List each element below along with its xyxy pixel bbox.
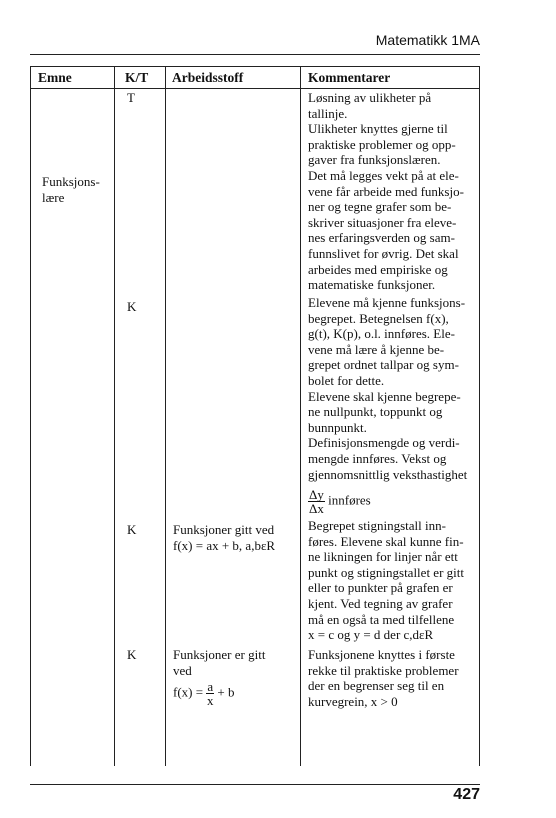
- text-line: Elevene må kjenne funksjons-: [308, 295, 466, 310]
- text-line: skriver situasjoner fra eleve-: [308, 214, 457, 230]
- column-header-arbeidsstoff: Arbeidsstoff: [172, 70, 244, 85]
- text-line: gaver fra funksjonslæren.: [308, 152, 441, 168]
- text-line: må en også ta med tilfellene: [308, 611, 455, 627]
- page-number: 427: [453, 786, 480, 803]
- text-line: Begrepet stigningstall inn-: [308, 518, 446, 533]
- text-line: nes erfaringsverden og sam-: [308, 230, 455, 246]
- formula-suffix: innføres: [328, 492, 371, 508]
- kommentar-cell: [308, 518, 478, 643]
- arbeidsstoff-cell: [173, 522, 298, 553]
- arbeidsstoff-line: Funksjoner gitt ved: [173, 522, 275, 537]
- text-line: ne likningen for linjer når ett: [308, 549, 458, 565]
- arbeidsstoff-formula: [173, 680, 298, 707]
- text-line: gjennomsnittlig veksthastighet: [308, 466, 468, 482]
- column-divider: [165, 66, 166, 766]
- kommentar-paragraph: [308, 168, 478, 293]
- running-head: Matematikk 1MA: [375, 32, 480, 48]
- formula-fraction: [206, 680, 214, 707]
- kommentar-paragraph: [308, 295, 478, 389]
- kommentar-paragraph: [308, 647, 478, 709]
- text-line: rekke til praktiske problemer: [308, 662, 459, 678]
- column-divider: [114, 66, 115, 766]
- column-header-kt: K/T: [125, 70, 149, 85]
- header-bottom-rule: [30, 88, 480, 89]
- kommentar-paragraph: [308, 518, 478, 643]
- growth-rate-formula: [308, 488, 478, 515]
- footer-rule: [30, 784, 480, 785]
- text-line: bolet for dette.: [308, 372, 385, 388]
- text-line: punkt og stigningstallet er gitt: [308, 564, 464, 580]
- text-line: bunnpunkt.: [308, 419, 367, 435]
- kommentar-paragraph: [308, 435, 478, 482]
- text-line: Funksjonene knyttes i første: [308, 647, 455, 662]
- text-line: kurvegrein, x > 0: [308, 693, 398, 709]
- column-header-emne: Emne: [38, 70, 72, 85]
- topic-line: Funksjons-: [42, 174, 100, 189]
- kommentar-cell: [308, 295, 478, 515]
- text-line: Ulikheter knyttes gjerne til: [308, 121, 448, 137]
- text-line: matematiske funksjoner.: [308, 277, 436, 293]
- column-divider: [300, 66, 301, 766]
- text-line: vene får arbeide med funksjo-: [308, 183, 464, 199]
- text-line: arbeides med empiriske og: [308, 261, 448, 277]
- fraction-numerator: Δy: [309, 487, 324, 503]
- kommentar-paragraph: [308, 389, 478, 436]
- topic-line: lære: [42, 189, 65, 205]
- kt-cell: T: [127, 90, 135, 105]
- fraction-numerator: a: [207, 679, 214, 695]
- fraction-denominator: x: [206, 693, 214, 709]
- formula-prefix: f(x) =: [173, 684, 204, 700]
- text-line: g(t), K(p), o.l. innføres. Ele-: [308, 326, 455, 342]
- kommentar-cell: [308, 647, 478, 709]
- text-line: eller to punkter på grafen er: [308, 580, 453, 596]
- header-rule: [30, 54, 480, 55]
- table-border-right: [479, 66, 480, 766]
- text-line: praktiske problemer og opp-: [308, 136, 456, 152]
- kommentar-paragraph: [308, 121, 478, 168]
- topic-cell: [42, 174, 100, 205]
- formula-suffix: + b: [217, 684, 235, 700]
- arbeidsstoff-cell: [173, 647, 298, 707]
- text-line: Løsning av ulikheter på: [308, 90, 432, 105]
- text-line: ne nullpunkt, toppunkt og: [308, 404, 443, 420]
- text-line: x = c og y = d der c,dεR: [308, 627, 434, 643]
- curriculum-table: [30, 66, 480, 766]
- kommentar-cell: [308, 90, 478, 293]
- kt-cell: K: [127, 299, 137, 314]
- text-line: ner og tegne grafer som be-: [308, 199, 452, 215]
- kt-cell: K: [127, 522, 137, 537]
- text-line: funnslivet for øvrig. Det skal: [308, 245, 459, 261]
- fraction-denominator: Δx: [309, 501, 324, 517]
- text-line: Elevene skal kjenne begrepe-: [308, 388, 461, 404]
- table-top-rule: [30, 66, 480, 67]
- text-line: føres. Elevene skal kunne fin-: [308, 533, 464, 549]
- text-line: der en begrenser seg til en: [308, 678, 445, 694]
- text-line: grepet ordnet tallpar og sym-: [308, 357, 459, 373]
- arbeidsstoff-line: ved: [173, 662, 192, 678]
- text-line: mengde innføres. Vekst og: [308, 450, 447, 466]
- text-line: Det må legges vekt på at ele-: [308, 167, 459, 183]
- column-header-kommentarer: Kommentarer: [308, 70, 391, 85]
- text-line: kjent. Ved tegning av grafer: [308, 595, 453, 611]
- text-line: vene må lære å kjenne be-: [308, 341, 445, 357]
- formula-fraction: [308, 488, 325, 515]
- kt-cell: K: [127, 647, 137, 662]
- arbeidsstoff-line: Funksjoner er gitt: [173, 647, 266, 662]
- table-border-left: [30, 66, 31, 766]
- text-line: Definisjonsmengde og verdi-: [308, 435, 460, 451]
- text-line: begrepet. Betegnelsen f(x),: [308, 310, 449, 326]
- text-line: tallinje.: [308, 105, 348, 121]
- arbeidsstoff-line: f(x) = ax + b, a,bεR: [173, 537, 276, 553]
- kommentar-paragraph: [308, 90, 478, 121]
